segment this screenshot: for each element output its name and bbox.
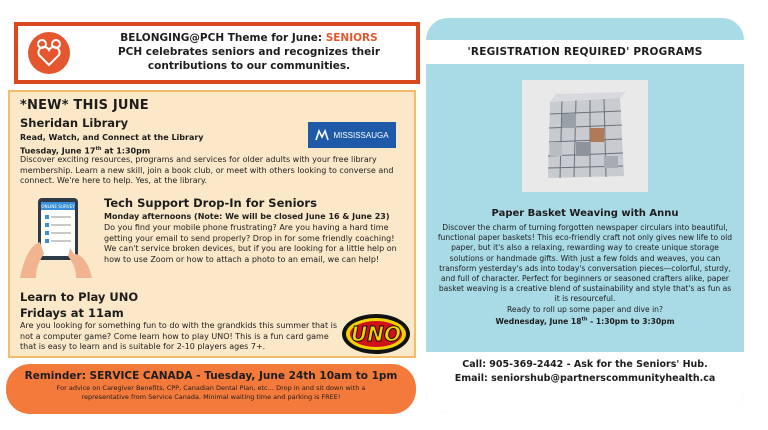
- heart-people-icon: [28, 32, 70, 74]
- mississauga-logo: [308, 122, 396, 148]
- registration-header-bar: [426, 40, 744, 64]
- registration-panel: [426, 18, 744, 412]
- service-canada-reminder: [6, 364, 416, 414]
- program-title: Paper Basket Weaving with Annu: [491, 208, 679, 219]
- sheridan-date-sup: th: [95, 146, 102, 152]
- program-date-suffix: - 1:30pm to 3:30pm: [587, 317, 675, 327]
- uno-logo: [340, 312, 412, 356]
- contact-info: [426, 358, 744, 386]
- belonging-line2: PCH celebrates seniors and recognizes their contributions to our communities.: [117, 46, 381, 72]
- uno-subtitle: Fridays at 11am: [20, 306, 124, 320]
- sheridan-body: Discover exciting resources, programs and services for older adults with your free library membership. Learn a new skill, join a book club, or meet with others looking to converse and connect. We're here to help. Yes, at the library.: [20, 155, 394, 186]
- program-date-sup: th: [581, 316, 588, 323]
- program-date: [496, 317, 675, 326]
- tech-body: Do you find your mobile phone frustrating? Are you having a hard time getting your email to send properly? Drop in for some friendly coaching! We can't service broken devices, but if you are looking for a little help on how to use Zoom or how to attach a photo to an email, we can help!: [104, 223, 397, 264]
- illus-label: ONLINE SURVEY: [41, 204, 75, 209]
- belonging-text: [84, 31, 414, 73]
- contact-phone: Call: 905-369-2442 - Ask for the Seniors' Hub.: [462, 359, 708, 370]
- sheridan-title: Sheridan Library: [20, 116, 129, 130]
- program-description-block: [436, 223, 734, 328]
- mississauga-mark-icon: [315, 129, 329, 141]
- uno-logo-text: UNO: [351, 322, 401, 346]
- uno-title: Learn to Play UNO: [20, 290, 139, 304]
- mississauga-logo-text: MISSISSAUGA: [333, 130, 389, 140]
- tech-subtitle: Monday afternoons (Note: We will be closed June 16 & June 23): [104, 212, 390, 221]
- paper-basket-photo: [522, 80, 648, 192]
- uno-body: Are you looking for something fun to do with the grandkids this summer that is not a computer game? Come learn how to play UNO! This is a fun card game that is easy to learn and is suitable for 2-10 players ages 7+.: [20, 321, 338, 352]
- program-date-prefix: Wednesday, June 18: [495, 317, 582, 327]
- program-cta: Ready to roll up some paper and dive in?: [506, 304, 664, 314]
- belonging-banner: [14, 22, 420, 84]
- registration-header: 'REGISTRATION REQUIRED' PROGRAMS: [467, 46, 703, 58]
- new-this-june-panel: [8, 90, 416, 358]
- contact-email: Email: seniorshub@partnerscommunityhealth.ca: [454, 373, 716, 384]
- program-description: Discover the charm of turning forgotten newspaper circulars into beautiful, functional paper baskets! This eco-friendly craft not only gives new life to old paper, but it's also a relaxing, rewarding way to create unique storage solutions or handmade gifts. With just a few folds and weaves, you can transform yesterday's ads into today's conversation pieces—colorful, sturdy, and full of character. Perfect for beginners or seasoned crafters alike, paper basket weaving is a creative blend of sustainability and style that's as fun as it is resourceful.: [437, 223, 733, 304]
- tech-title: Tech Support Drop-In for Seniors: [104, 196, 317, 210]
- reminder-title: Reminder: SERVICE CANADA - Tuesday, June 24th 10am to 1pm: [24, 370, 398, 382]
- tablet-survey-illustration: [20, 196, 92, 278]
- new-heading: *NEW* THIS JUNE: [20, 98, 149, 113]
- belonging-highlight: SENIORS: [325, 32, 378, 44]
- sheridan-subtitle: Read, Watch, and Connect at the Library: [20, 133, 204, 142]
- belonging-line1-prefix: BELONGING@PCH Theme for June:: [120, 32, 326, 44]
- reminder-body: For advice on Caregiver Benefits, CPP, Canadian Dental Plan, etc… Drop in and sit down with a representative from Service Canada. Minimal waiting time and parking is FREE!: [56, 384, 366, 401]
- sheridan-date-suffix: at 1:30pm: [101, 146, 151, 156]
- sheridan-date-prefix: Tuesday, June 17: [20, 146, 96, 156]
